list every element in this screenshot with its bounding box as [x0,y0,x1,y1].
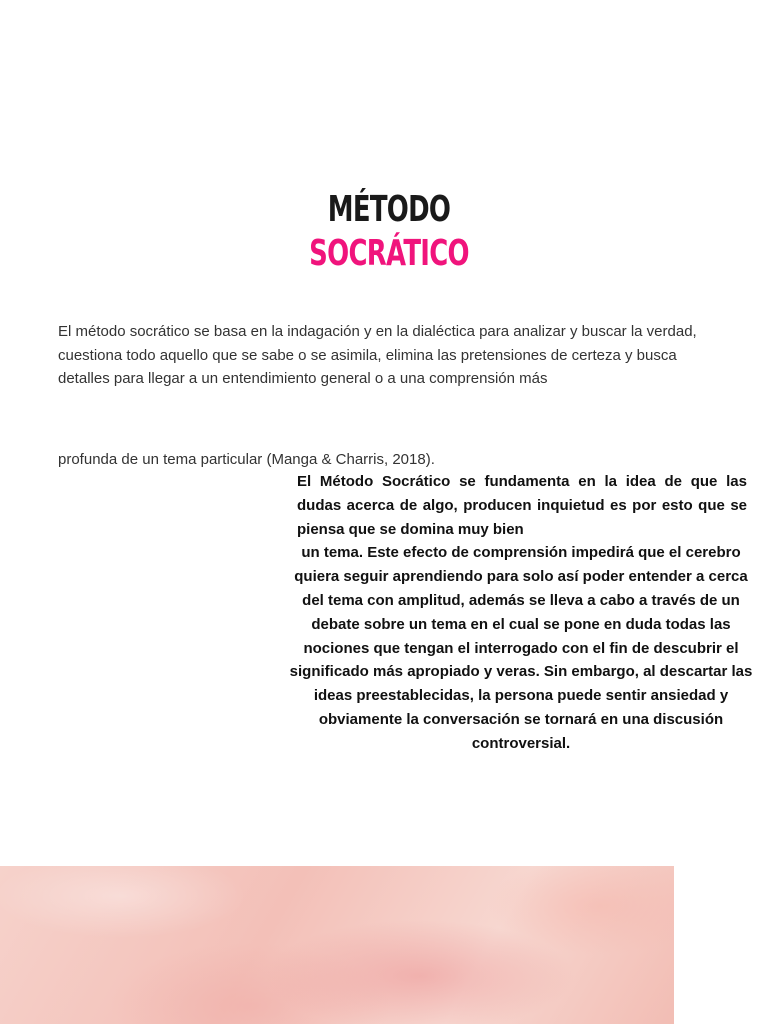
title-line-socratico: SOCRÁTICO [309,233,469,274]
body-bold-text [289,470,753,756]
page-title [0,189,768,280]
intro-paragraph: El método socrático se basa en la indagación y en la dialéctica para analizar y buscar la verdad, cuestiona todo aquello que se sabe o se asimila, elimina las pretensiones de certeza y busca detalles para llegar a un entendimiento general o a una comprensión más [58,323,697,387]
intro-paragraph-tail: profunda de un tema particular (Manga & Charris, 2018). [58,451,435,468]
body-bold-centered: un tema. Este efecto de comprensión impedirá que el cerebro quiera seguir aprendiendo para solo así poder entender a cerca del tema con amplitud, además se lleva a cabo a través de un debate sobre un tema en el cual se pone en duda todas las nociones que tengan el interrogado con el fin de descubrir el significado más apropiado y veras. Sin embargo, al descartar las ideas preestablecidas, la persona puede sentir ansiedad y obviamente la conversación se tornará en una discusión controversial. [289,544,753,752]
body-bold-justified: El Método Socrático se fundamenta en la idea de que las dudas acerca de algo, producen inquietud es por esto que se piensa que se domina muy bien [297,473,747,538]
watercolor-decoration [0,866,674,1024]
title-line-metodo: MÉTODO [327,189,451,230]
